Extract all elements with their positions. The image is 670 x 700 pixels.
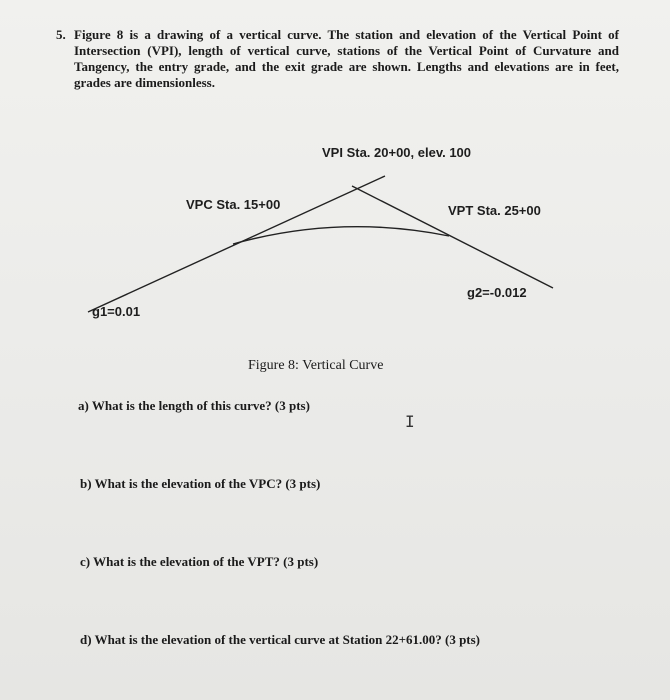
figure-caption: Figure 8: Vertical Curve	[248, 358, 384, 373]
problem-number: 5.	[56, 27, 66, 42]
vpt-label: VPT Sta. 25+00	[448, 203, 541, 218]
question-d: d) What is the elevation of the vertical curve at Station 22+61.00? (3 pts)	[80, 632, 481, 647]
vertical-curve-line	[233, 227, 449, 244]
problem-text: Figure 8 is a drawing of a vertical curve. The station and elevation of the Vertical Point of Intersection (VPI), length of vertical curve, stations of the Vertical Point of Curvature and Tangency, the entry grade, and the exit grade are shown. Lengths and elevations are in feet, grades are dimensionless.	[74, 27, 619, 90]
vpi-label: VPI Sta. 20+00, elev. 100	[322, 145, 472, 160]
question-b: b) What is the elevation of the VPC? (3 pts)	[80, 476, 321, 491]
g1-label: g1=0.01	[92, 304, 141, 319]
question-a: a) What is the length of this curve? (3 pts)	[78, 398, 310, 413]
g2-label: g2=-0.012	[467, 285, 527, 300]
exit-tangent-line	[352, 186, 553, 288]
question-c: c) What is the elevation of the VPT? (3 pts)	[80, 554, 319, 569]
text-cursor-icon: I	[405, 412, 415, 431]
vpc-label: VPC Sta. 15+00	[186, 197, 281, 212]
